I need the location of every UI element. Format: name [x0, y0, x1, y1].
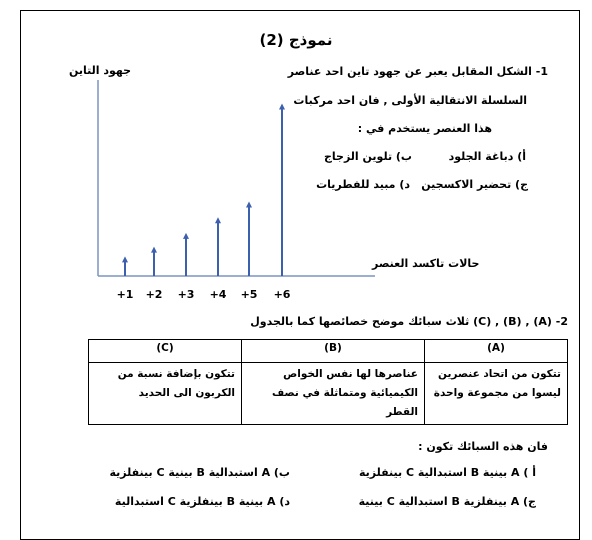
- chart-bar-arrowhead-4: [215, 217, 221, 223]
- table-cell-b: عناصرها لها نفس الخواص الكيميائية ومتماثلة في نصف القطر: [242, 363, 425, 425]
- chart-tick-label: +6: [273, 288, 291, 301]
- chart-y-label: جهود التاين: [68, 64, 132, 77]
- q1-line3: هذا العنصر يستخدم في :: [357, 122, 492, 135]
- q3-answer-a: أ ) A بينية B استبدالية C بينفلزية: [358, 466, 536, 479]
- table-row: [89, 363, 568, 425]
- chart-x-label: حالات تاكسد العنصر: [372, 257, 480, 270]
- alloys-table: [88, 339, 568, 425]
- page-title: نموذج (2): [259, 31, 333, 49]
- table-header-b: (B): [242, 340, 425, 363]
- chart-tick-label: +3: [177, 288, 195, 301]
- chart-bar-arrowhead-2: [151, 247, 157, 253]
- q1-option-a: أ) دباغة الجلود: [448, 150, 526, 163]
- chart-bar-arrowhead-6: [279, 104, 285, 110]
- q3-line: فان هذه السبائك تكون :: [418, 440, 548, 453]
- q2-line: 2- (A) , (B) , (C) ثلاث سبائك موضح خصائصها كما بالجدول: [250, 315, 568, 328]
- q1-option-d: د) مبيد للفطريات: [316, 178, 410, 191]
- chart-tick-label: +5: [240, 288, 258, 301]
- chart-tick-label: +4: [209, 288, 227, 301]
- q3-answer-c: ج) A بينفلزية B استبدالية C بينية: [358, 495, 536, 508]
- table-cell-c: تتكون بإضافة نسبة من الكربون الى الحديد: [89, 363, 242, 425]
- q3-answer-b: ب) A استبدالية B بينية C بينفلزية: [109, 466, 290, 479]
- chart-tick-labels: [117, 288, 291, 301]
- q1-option-b: ب) تلوين الزجاج: [323, 150, 412, 163]
- chart-bar-arrowhead-3: [183, 233, 189, 239]
- q1-line1: 1- الشكل المقابل يعبر عن جهود تاين احد عناصر: [287, 65, 548, 78]
- q1-line2: السلسلة الانتقالية الأولى , فان احد مركبات: [293, 94, 527, 107]
- table-header-a: (A): [425, 340, 568, 363]
- table-cell-a: تتكون من اتحاد عنصرين ليسوا من مجموعة واحدة: [425, 363, 568, 425]
- table-header-row: [89, 340, 568, 363]
- chart-tick-label: +2: [145, 288, 163, 301]
- q1-option-c: ج) تحضير الاكسجين: [421, 178, 528, 191]
- chart-bar-arrowhead-5: [246, 202, 252, 208]
- chart-bars: [122, 104, 285, 276]
- q3-answer-d: د) A بينية B بينفلزية C استبدالية: [114, 495, 290, 508]
- chart-bar-arrowhead-1: [122, 256, 128, 262]
- table-header-c: (C): [89, 340, 242, 363]
- chart-tick-label: +1: [116, 288, 134, 301]
